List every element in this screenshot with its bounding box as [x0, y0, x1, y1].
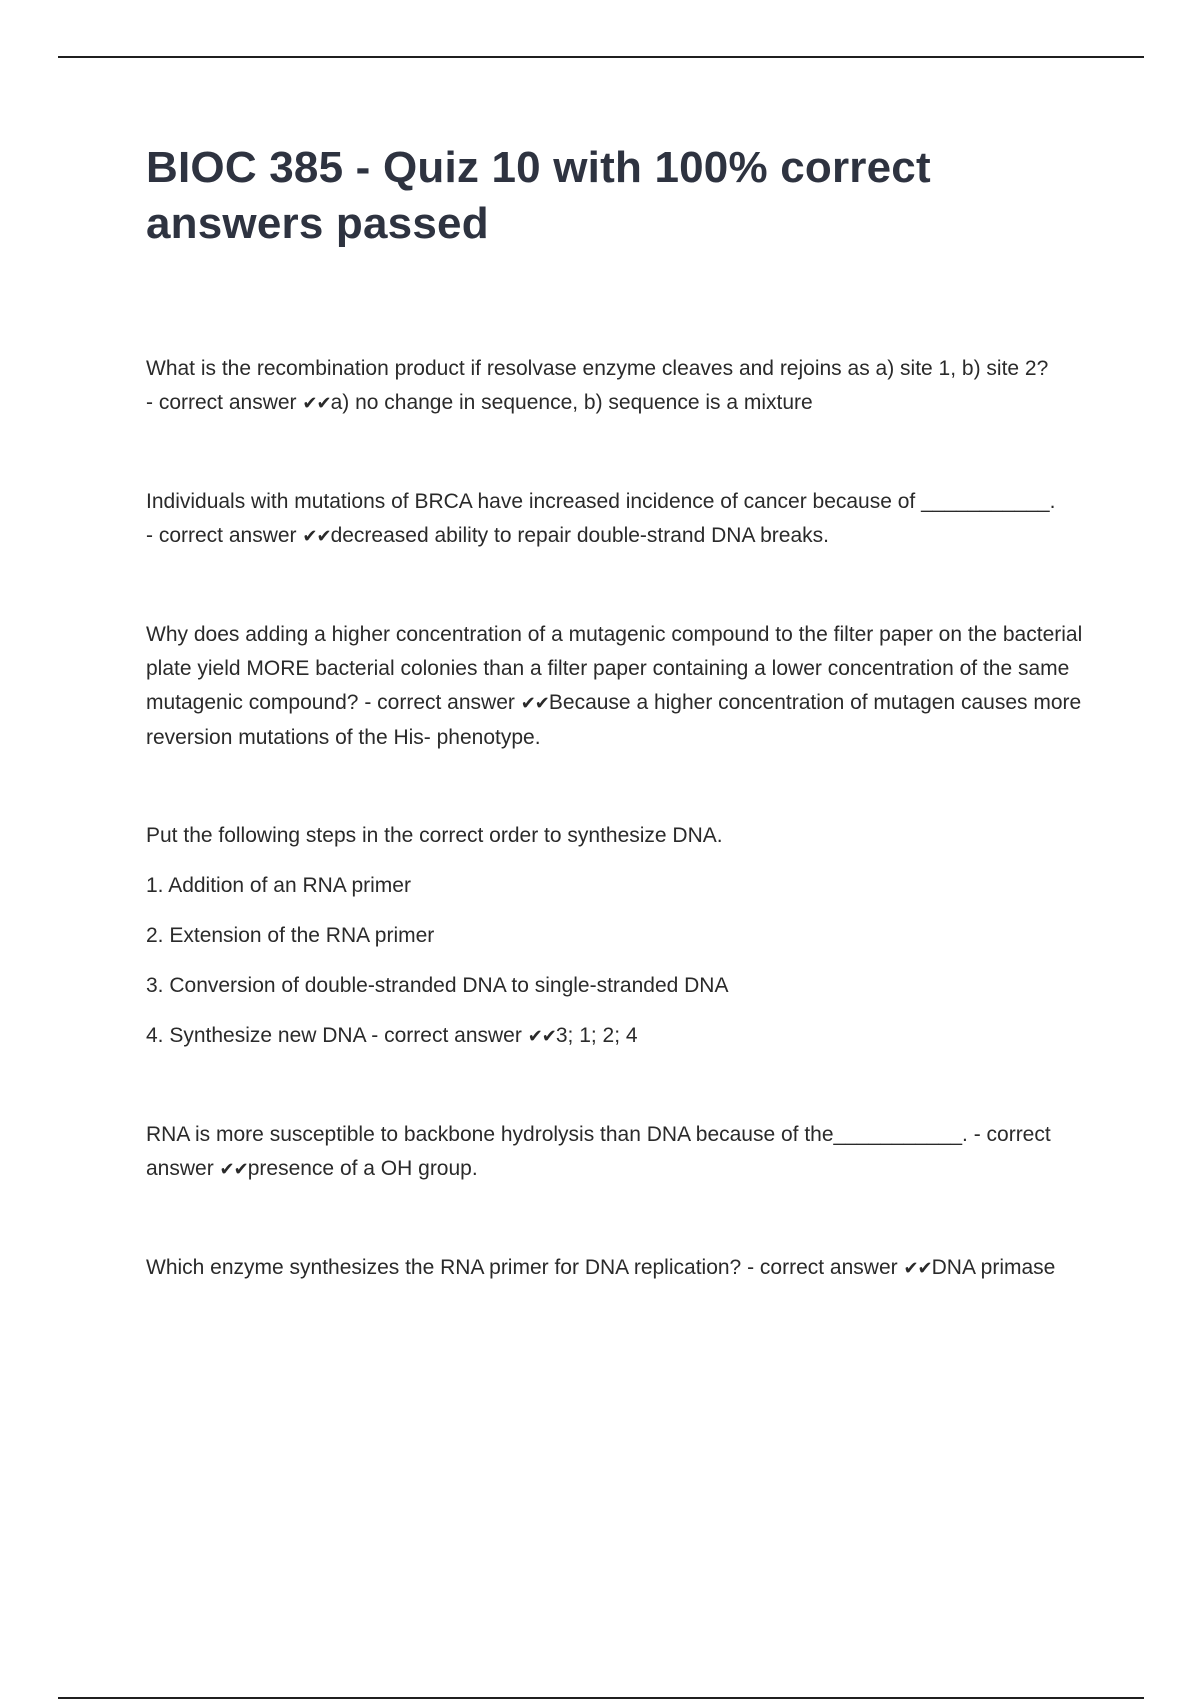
qa-list [146, 352, 1106, 1286]
answer-label: correct answer [146, 1123, 1051, 1180]
qa-item-5: RNA is more susceptible to backbone hydrolysis than DNA because of the___________. - correct answer ✔✔presence of a OH group. [146, 1123, 1051, 1180]
answer-label: correct answer [158, 524, 297, 547]
step-item: 2. Extension of the RNA primer [146, 924, 435, 947]
answer-label: correct answer [377, 691, 515, 714]
question-text: Why does adding a higher concentration of a mutagenic compound to the filter paper on the bacterial plate yield MORE bacterial colonies than a filter paper containing a lower concentration of the same mutagenic compound? [146, 623, 1083, 714]
answer-text: Because a higher concentration of mutagen causes more reversion mutations of the His- phenotype. [146, 691, 1082, 749]
question-text: What is the recombination product if resolvase enzyme cleaves and rejoins as a) site 1, b) site 2? [146, 357, 1049, 380]
answer-text: DNA primase [931, 1256, 1056, 1279]
double-check-icon: ✔✔ [302, 393, 331, 414]
step-item: 3. Conversion of double-stranded DNA to single-stranded DNA [146, 974, 729, 997]
answer-label: correct answer [384, 1024, 522, 1047]
answer-text: 3; 1; 2; 4 [555, 1024, 638, 1047]
qa-item-4 [146, 819, 1106, 1054]
question-text: Individuals with mutations of BRCA have increased incidence of cancer because of ___________. [146, 490, 1056, 513]
step-item: 1. Addition of an RNA primer [146, 874, 411, 897]
document-title: BIOC 385 - Quiz 10 with 100% correct answers passed [146, 143, 931, 248]
qa-item-2: Individuals with mutations of BRCA have increased incidence of cancer because of ___________. - correct answer ✔✔decreased ability to repair double-strand DNA breaks. [146, 490, 1056, 547]
question-text: RNA is more susceptible to backbone hydrolysis than DNA because of the___________. [146, 1123, 968, 1146]
step-text: 4. Synthesize new DNA [146, 1024, 366, 1047]
document-body [146, 140, 1106, 1350]
double-check-icon: ✔✔ [520, 693, 549, 714]
qa-item-3: Why does adding a higher concentration of a mutagenic compound to the filter paper on the bacterial plate yield MORE bacterial colonies than a filter paper containing a lower concentration of the same mutagenic compound? - correct answer ✔✔Because a higher concentration of mutagen causes more reversion mutations of the His- phenotype. [146, 623, 1083, 749]
top-rule [58, 56, 1144, 58]
double-check-icon: ✔✔ [219, 1159, 248, 1180]
answer-label: correct answer [158, 391, 297, 414]
bottom-rule [58, 1697, 1144, 1699]
answer-label: correct answer [759, 1256, 898, 1279]
qa-item-1: What is the recombination product if resolvase enzyme cleaves and rejoins as a) site 1, b) site 2? - correct answer ✔✔a) no change in sequence, b) sequence is a mixture [146, 357, 1049, 414]
question-text: Put the following steps in the correct order to synthesize DNA. [146, 824, 723, 847]
double-check-icon: ✔✔ [527, 1026, 556, 1047]
answer-text: a) no change in sequence, b) sequence is a mixture [330, 391, 813, 414]
qa-item-6: Which enzyme synthesizes the RNA primer for DNA replication? - correct answer ✔✔DNA primase [146, 1256, 1056, 1279]
step-item-last: 4. Synthesize new DNA - correct answer ✔✔3; 1; 2; 4 [146, 1024, 638, 1047]
double-check-icon: ✔✔ [302, 526, 331, 547]
question-text: Which enzyme synthesizes the RNA primer for DNA replication? [146, 1256, 742, 1279]
answer-text: presence of a OH group. [247, 1157, 478, 1180]
answer-text: decreased ability to repair double-strand DNA breaks. [330, 524, 829, 547]
double-check-icon: ✔✔ [903, 1258, 932, 1279]
